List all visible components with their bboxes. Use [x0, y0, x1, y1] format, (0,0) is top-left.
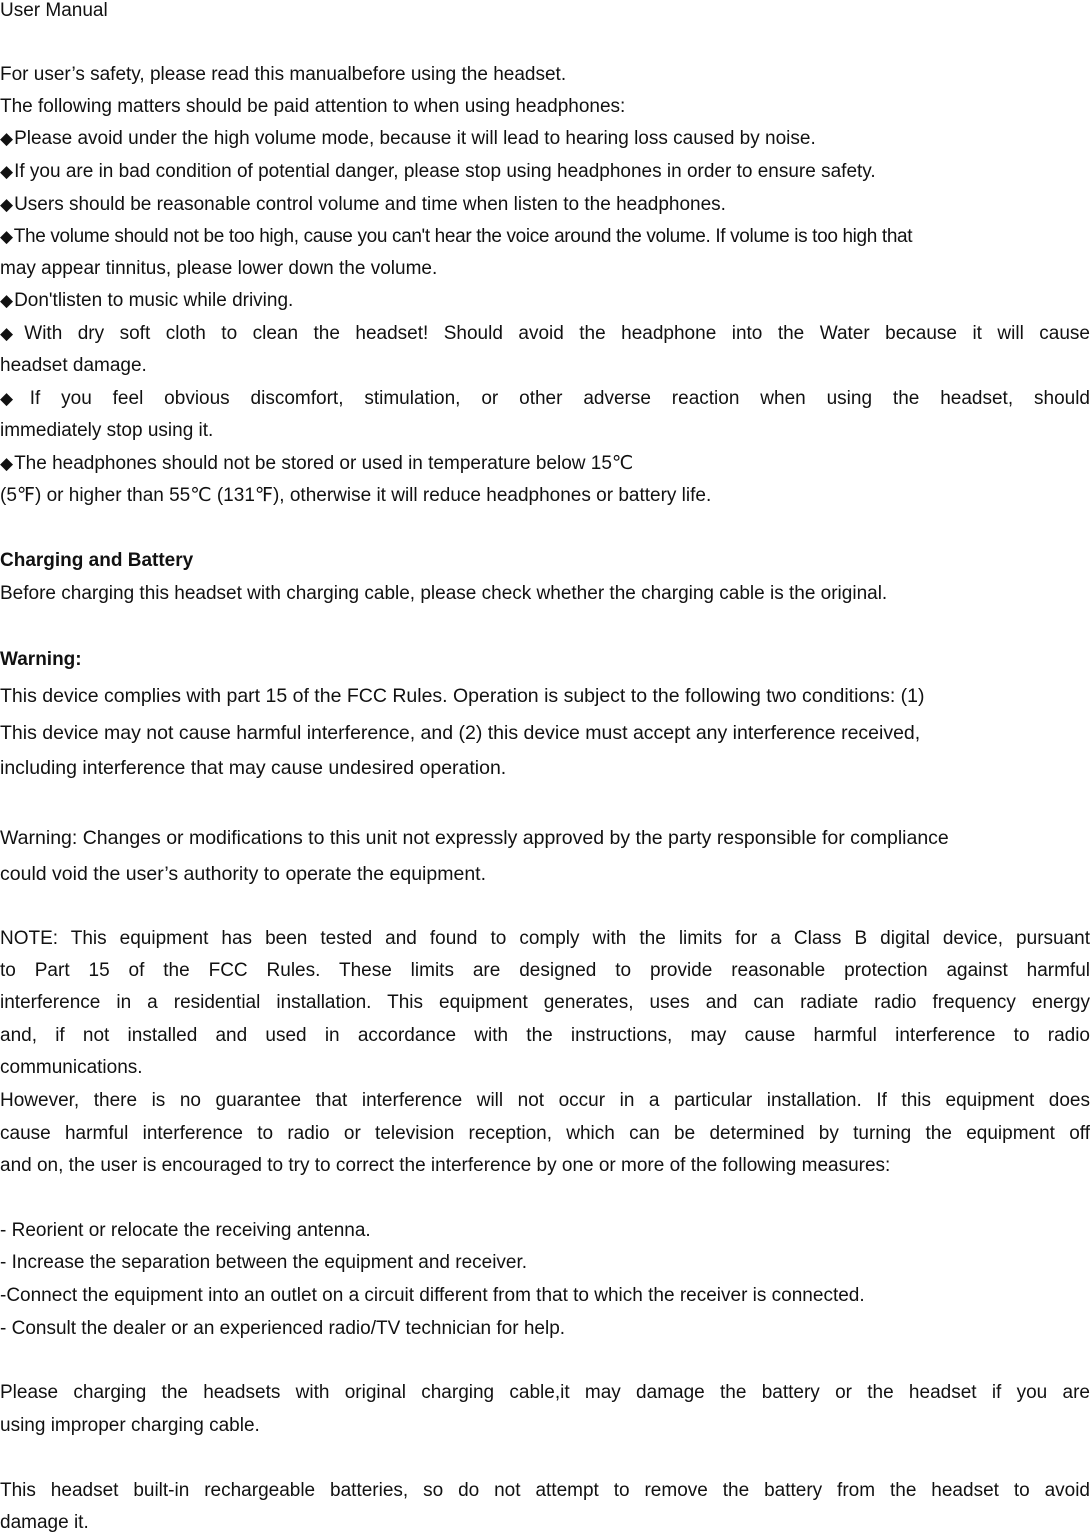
charging-text: Before charging this headset with charging cable, please check whether the charging cable is the original. [0, 583, 888, 604]
safety-bullet [0, 226, 1090, 248]
bullet-text: Please avoid under the high volume mode, because it will lead to hearing loss caused by noise. [14, 128, 816, 149]
note-line: However, there is no guarantee that interference will not occur in a particular installation. If this equipment does [0, 1090, 1090, 1111]
safety-bullet [0, 323, 1090, 345]
note-line: and, if not installed and used in accordance with the instructions, may cause harmful interference to radio [0, 1025, 1090, 1046]
note-line: to Part 15 of the FCC Rules. These limits are designed to provide reasonable protection against harmful [0, 960, 1090, 981]
note-line: cause harmful interference to radio or television reception, which can be determined by turning the equipment off [0, 1123, 1090, 1144]
bullet-continuation: immediately stop using it. [0, 420, 214, 441]
note-line: interference in a residential installation. This equipment generates, uses and can radiate radio frequency energy [0, 992, 1090, 1013]
note-line: communications. [0, 1057, 143, 1078]
diamond-bullet-icon: ◆ [0, 454, 14, 473]
diamond-bullet-icon: ◆ [0, 162, 14, 181]
diamond-bullet-icon: ◆ [0, 227, 13, 246]
bullet-text: Don'tlisten to music while driving. [14, 290, 294, 311]
warning-heading: Warning: [0, 649, 82, 670]
fcc-compliance-line: This device complies with part 15 of the FCC Rules. Operation is subject to the following two conditions: (1) [0, 685, 925, 707]
charging-cable-note: Please charging the headsets with original charging cable,it may damage the battery or the headset if you are [0, 1382, 1090, 1403]
bullet-text: With dry soft cloth to clean the headset! Should avoid the headphone into the Water because it will cause [24, 323, 1090, 344]
safety-bullet [0, 161, 1090, 183]
page-title: User Manual [0, 0, 108, 21]
battery-note: This headset built-in rechargeable batteries, so do not attempt to remove the battery from the headset to avoid [0, 1480, 1090, 1501]
diamond-bullet-icon: ◆ [0, 195, 14, 214]
bullet-text: The headphones should not be stored or used in temperature below 15℃ [14, 453, 634, 474]
intro-line: For user’s safety, please read this manualbefore using the headset. [0, 64, 567, 85]
bullet-text: The volume should not be too high, cause you can't hear the voice around the volume. If volume is too high that [13, 226, 913, 247]
bullet-continuation: (5℉) or higher than 55℃ (131℉), otherwise it will reduce headphones or battery life. [0, 485, 712, 506]
diamond-bullet-icon: ◆ [0, 291, 14, 310]
safety-bullet [0, 290, 1090, 312]
charging-heading: Charging and Battery [0, 550, 194, 571]
diamond-bullet-icon: ◆ [0, 389, 29, 408]
note-line: and on, the user is encouraged to try to correct the interference by one or more of the following measures: [0, 1155, 891, 1176]
bullet-text: If you feel obvious discomfort, stimulation, or other adverse reaction when using the headset, should [29, 388, 1090, 409]
battery-note: damage it. [0, 1512, 89, 1533]
bullet-text: If you are in bad condition of potential danger, please stop using headphones in order to ensure safety. [14, 161, 876, 182]
fcc-compliance-line: This device may not cause harmful interference, and (2) this device must accept any interference received, [0, 722, 921, 744]
note-line: NOTE: This equipment has been tested and found to comply with the limits for a Class B digital device, pursuant [0, 928, 1090, 949]
intro-line: The following matters should be paid attention to when using headphones: [0, 96, 626, 117]
measure-item: - Consult the dealer or an experienced radio/TV technician for help. [0, 1318, 566, 1339]
measure-item: - Reorient or relocate the receiving antenna. [0, 1220, 371, 1241]
changes-warning-line: Warning: Changes or modifications to this unit not expressly approved by the party responsible for compliance [0, 827, 949, 849]
safety-bullet [0, 194, 1090, 216]
charging-cable-note: using improper charging cable. [0, 1415, 260, 1436]
bullet-text: Users should be reasonable control volume and time when listen to the headphones. [14, 194, 726, 215]
safety-bullet [0, 128, 1090, 150]
measure-item: -Connect the equipment into an outlet on a circuit different from that to which the receiver is connected. [0, 1285, 865, 1306]
diamond-bullet-icon: ◆ [0, 324, 24, 343]
measure-item: - Increase the separation between the equipment and receiver. [0, 1252, 528, 1273]
diamond-bullet-icon: ◆ [0, 129, 14, 148]
safety-bullet [0, 388, 1090, 410]
changes-warning-line: could void the user’s authority to operate the equipment. [0, 863, 487, 885]
safety-bullet [0, 453, 1090, 475]
bullet-continuation: headset damage. [0, 355, 147, 376]
fcc-compliance-line: including interference that may cause undesired operation. [0, 757, 507, 779]
bullet-continuation: may appear tinnitus, please lower down the volume. [0, 258, 438, 279]
